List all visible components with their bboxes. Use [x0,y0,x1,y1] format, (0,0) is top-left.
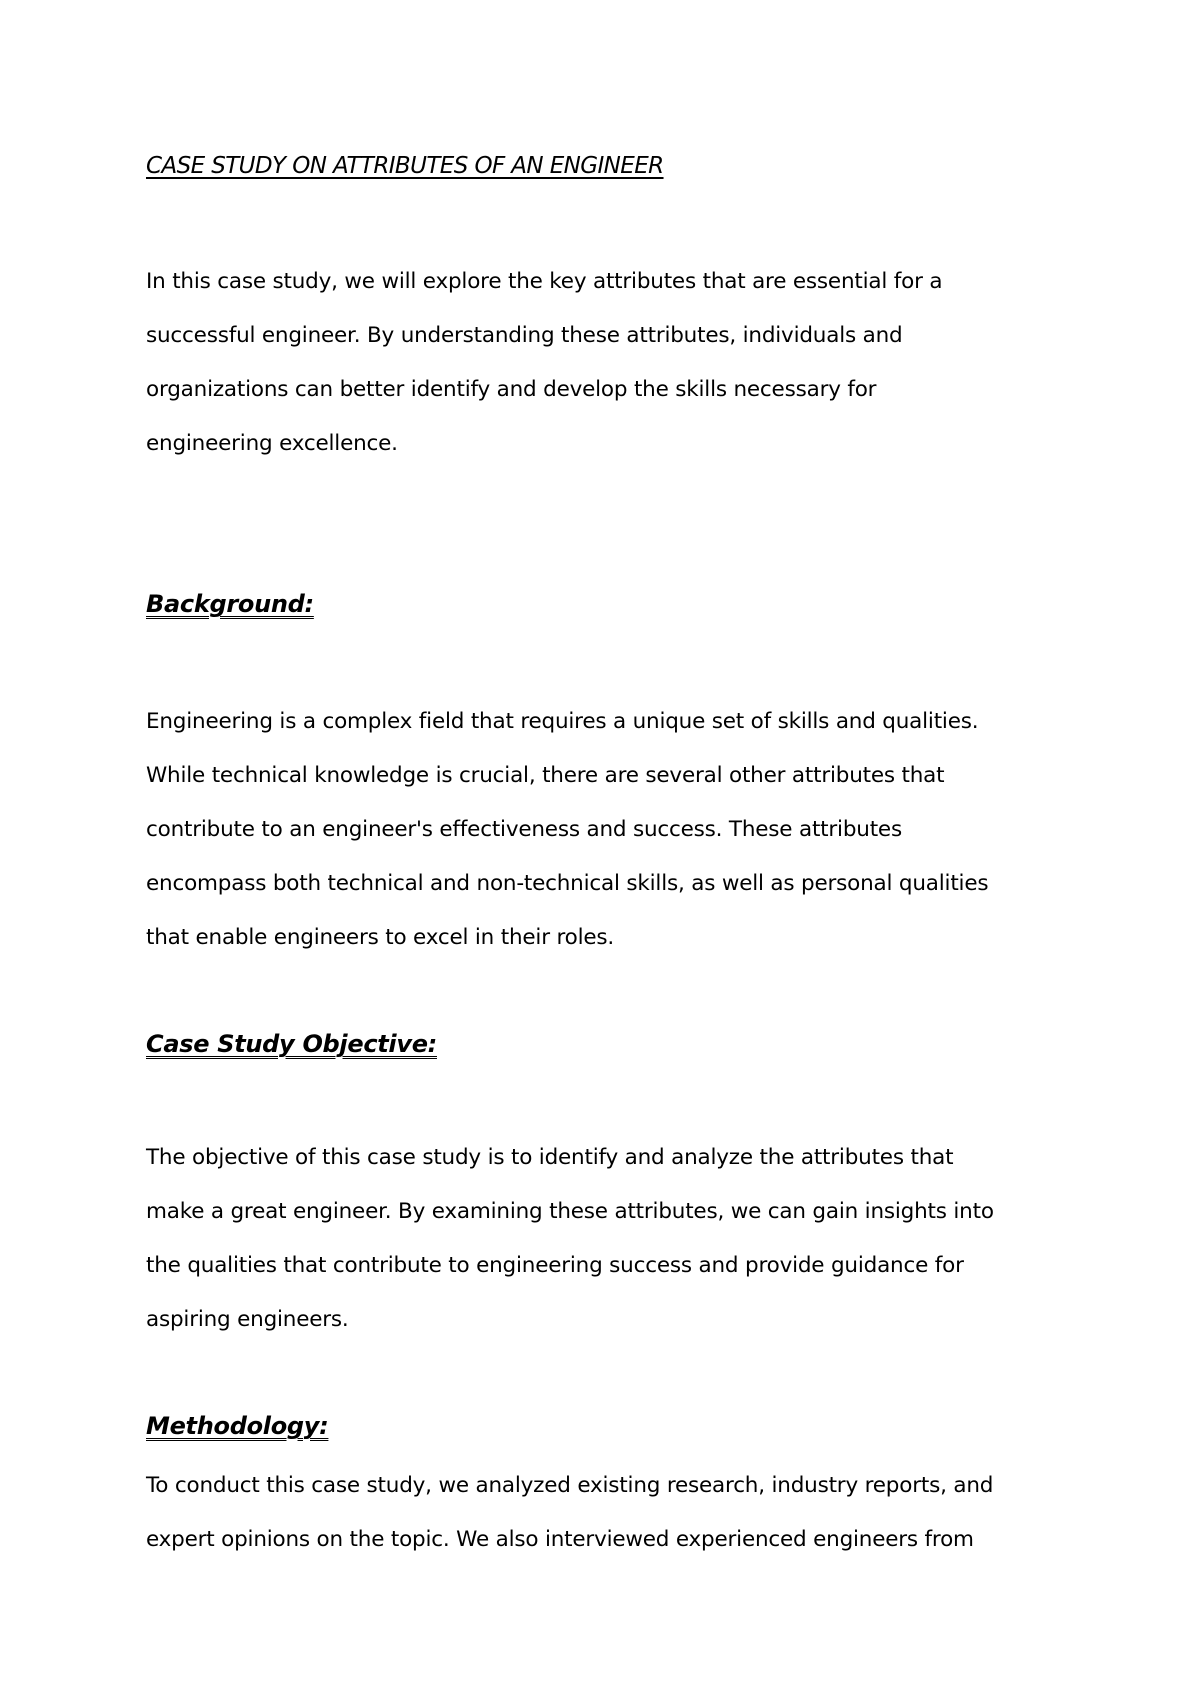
intro-line: engineering excellence. [146,431,398,456]
background-line: Engineering is a complex field that requires a unique set of skills and qualities. [146,709,979,734]
background-line: contribute to an engineer's effectiveness and success. These attributes [146,817,902,842]
methodology-line: To conduct this case study, we analyzed existing research, industry reports, and [146,1473,994,1498]
objective-line: make a great engineer. By examining these attributes, we can gain insights into [146,1199,994,1224]
document-title: CASE STUDY ON ATTRIBUTES OF AN ENGINEER [146,153,664,179]
objective-line: aspiring engineers. [146,1307,349,1332]
objective-line: the qualities that contribute to engineering success and provide guidance for [146,1253,964,1278]
objective-heading: Case Study Objective: [146,1030,437,1058]
background-line: encompass both technical and non-technical skills, as well as personal qualities [146,871,989,896]
methodology-line: expert opinions on the topic. We also interviewed experienced engineers from [146,1527,974,1552]
intro-line: successful engineer. By understanding these attributes, individuals and [146,323,903,348]
background-heading: Background: [146,590,314,618]
background-line: While technical knowledge is crucial, there are several other attributes that [146,763,945,788]
background-line: that enable engineers to excel in their roles. [146,925,615,950]
intro-line: In this case study, we will explore the key attributes that are essential for a [146,269,943,294]
objective-line: The objective of this case study is to identify and analyze the attributes that [146,1145,954,1170]
methodology-heading: Methodology: [146,1412,329,1440]
intro-line: organizations can better identify and develop the skills necessary for [146,377,877,402]
